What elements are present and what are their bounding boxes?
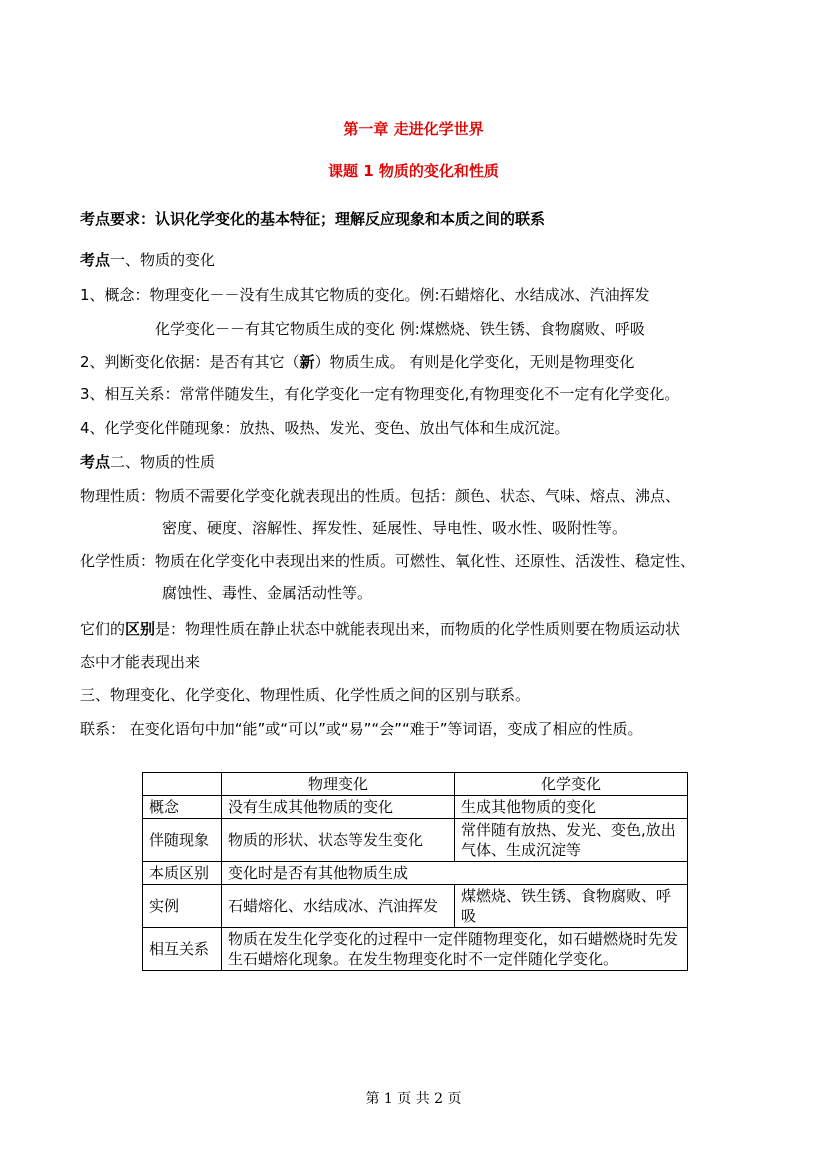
concept-physical: 1、概念：物理变化－－没有生成其它物质的变化。例:石蜡熔化、水结成冰、汽油挥发 [80,286,650,304]
page-footer: 第 1 页 共 2 页 [365,1091,462,1107]
table-row [143,796,688,819]
table-header-row [143,773,688,796]
section1-heading [80,249,215,270]
link-line: 联系： 在变化语句中加“能”或“可以”或“易”“会”“难于”等词语，变成了相应的性质。 [80,720,643,738]
mutual-relation: 3、相互关系：常常伴随发生，有化学变化一定有物理变化,有物理变化不一定有化学变化。 [80,385,680,403]
section1-heading-rest: 一、物质的变化 [110,251,216,269]
comparison-table [142,772,688,971]
section2-heading [80,451,215,472]
judgement-basis-bold: 新 [299,353,315,371]
judgement-basis-post: ）物质生成。 有则是化学变化，无则是物理变化 [314,353,635,371]
section2-heading-rest: 二、物质的性质 [110,453,216,471]
requirement-label: 考点要求 [80,210,141,228]
chapter-title: 第一章 走进化学世界 [343,120,484,138]
table-row [143,885,688,928]
physical-property-2: 密度、硬度、溶解性、挥发性、延展性、导电性、吸水性、吸附性等。 [162,519,628,537]
difference-pre: 它们的 [80,620,126,638]
section3-heading: 三、物理变化、化学变化、物理性质、化学性质之间的区别与联系。 [80,686,531,704]
table-cell: 生成其他物质的变化 [455,796,688,819]
table-row-label: 实例 [143,885,222,928]
table-cell-merged: 物质在发生化学变化的过程中一定伴随物理变化，如石蜡燃烧时先发生石蜡熔化现象。在发生物理变化时不一定伴随化学变化。 [222,928,688,971]
table-cell-merged: 变化时是否有其他物质生成 [222,862,688,885]
table-row [143,819,688,862]
table-row [143,862,688,885]
section1-heading-bold: 考点 [80,251,111,269]
difference-line [80,618,680,639]
table-row-label: 相互关系 [143,928,222,971]
accompanying-phenomena: 4、化学变化伴随现象：放热、吸热、发光、变色、放出气体和生成沉淀。 [80,419,570,437]
table-header-cell [143,773,222,796]
physical-property-1: 物理性质：物质不需要化学变化就表现出的性质。包括：颜色、状态、气味、熔点、沸点、 [80,487,681,505]
table-row-label: 伴随现象 [143,819,222,862]
table-cell: 物质的形状、状态等发生变化 [222,819,455,862]
table-cell: 煤燃烧、铁生锈、食物腐败、呼吸 [455,885,688,928]
difference-post: 是：物理性质在静止状态中就能表现出来，而物质的化学性质则要在物质运动状 [155,620,681,638]
judgement-basis-pre: 2、判断变化依据：是否有其它（ [80,353,300,371]
difference-line-2: 态中才能表现出来 [80,653,201,671]
concept-chemical: 化学变化－－有其它物质生成的变化 例:煤燃烧、铁生锈、食物腐败、呼吸 [155,320,645,338]
chemical-property-1: 化学性质：物质在化学变化中表现出来的性质。可燃性、氧化性、还原性、活泼性、稳定性、 [80,552,696,570]
table-cell: 常伴随有放热、发光、变色,放出气体、生成沉淀等 [455,819,688,862]
judgement-basis [80,351,634,372]
table-cell: 石蜡熔化、水结成冰、汽油挥发 [222,885,455,928]
table-row-label: 本质区别 [143,862,222,885]
chemical-property-2: 腐蚀性、毒性、金属活动性等。 [162,584,373,602]
difference-bold: 区别 [125,620,156,638]
table-header-cell: 化学变化 [455,773,688,796]
table-row-label: 概念 [143,796,222,819]
table-row [143,928,688,971]
lesson-title: 课题 1 物质的变化和性质 [328,162,499,180]
section2-heading-bold: 考点 [80,453,111,471]
requirement-text: ：认识化学变化的基本特征；理解反应现象和本质之间的联系 [140,210,546,228]
requirement-line [80,208,545,229]
table-header-cell: 物理变化 [222,773,455,796]
table-cell: 没有生成其他物质的变化 [222,796,455,819]
